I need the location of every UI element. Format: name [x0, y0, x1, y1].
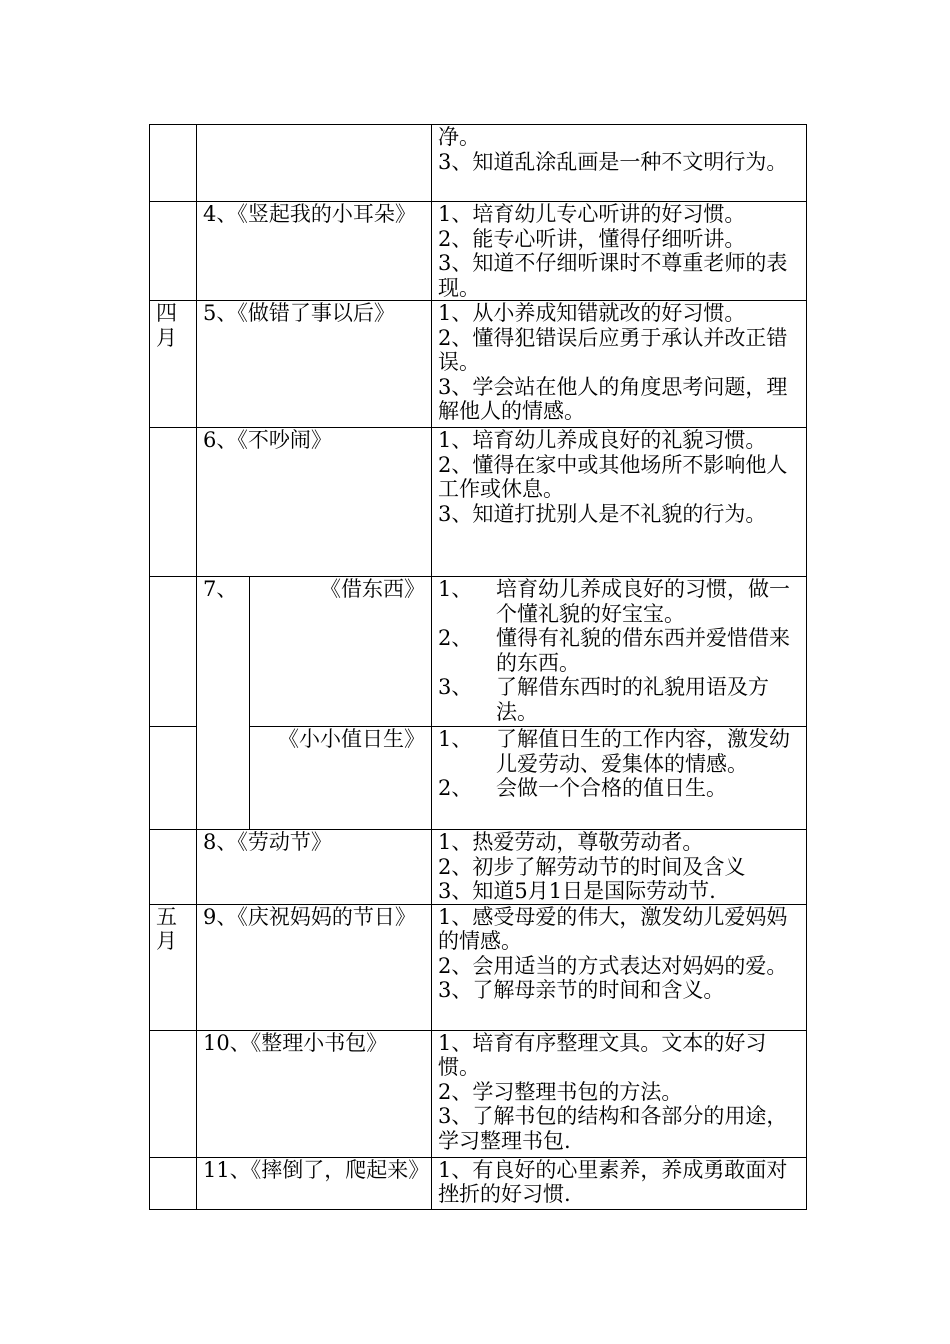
table-row: [150, 830, 807, 905]
month-cell: [150, 830, 197, 905]
goal-line: 1、 了解值日生的工作内容，激发幼儿爱劳动、爱集体的情感。: [438, 727, 790, 776]
goal-line: 1、培育有序整理文具。文本的好习惯。: [438, 1030, 767, 1079]
goal-line: 3、知道打扰别人是不礼貌的行为。: [438, 501, 767, 526]
goal-line: 3、知道不仔细听课时不尊重老师的表现。: [438, 251, 788, 300]
goal-line: 2、学习整理书包的方法。: [438, 1079, 683, 1104]
goals-cell: [432, 577, 807, 727]
topic-cell: 4、《竖起我的小耳朵》: [197, 202, 432, 301]
topic-number-cell: 7、: [197, 577, 250, 830]
goal-line: 3、知道5月1日是国际劳动节.: [438, 879, 716, 903]
goal-line: 2、 会做一个合格的值日生。: [438, 776, 727, 800]
month-cell: [150, 1157, 197, 1209]
subtopic-cell: 《小小值日生》: [250, 727, 432, 830]
topic-cell: [197, 125, 432, 202]
goal-line: 2、初步了解劳动节的时间及含义: [438, 854, 746, 879]
subtopic-cell: 《借东西》: [250, 577, 432, 727]
goals-cell: [432, 1030, 807, 1157]
month-cell: [150, 904, 197, 1030]
table-row: [150, 904, 807, 1030]
goal-line: 1、培育幼儿养成良好的礼貌习惯。: [438, 428, 767, 452]
goal-line: 净。: [438, 125, 480, 149]
goals-cell: [432, 428, 807, 577]
goal-line: 2、 懂得有礼貌的借东西并爱惜借来的东西。: [438, 626, 790, 675]
goal-line: 2、能专心听讲，懂得仔细听讲。: [438, 226, 746, 251]
goal-line: 2、懂得在家中或其他场所不影响他人工作或休息。: [438, 452, 788, 501]
goal-line: 1、培育幼儿专心听讲的好习惯。: [438, 202, 746, 226]
topic-cell: 6、《不吵闹》: [197, 428, 432, 577]
goal-line: 2、会用适当的方式表达对妈妈的爱。: [438, 953, 788, 978]
table-row: [150, 1157, 807, 1209]
month-cell: [150, 727, 197, 830]
month-cell: [150, 577, 197, 727]
activity-plan-table: [149, 124, 807, 1210]
table-row: [150, 202, 807, 301]
topic-cell: 5、《做错了事以后》: [197, 301, 432, 428]
goal-line: 2、懂得犯错误后应勇于承认并改正错误。: [438, 325, 788, 374]
goal-line: 1、有良好的心里素养，养成勇敢面对挫折的好习惯.: [438, 1157, 788, 1206]
table-row: [150, 125, 807, 202]
table-row: [150, 1030, 807, 1157]
goals-cell: [432, 830, 807, 905]
goal-line: 1、 培育幼儿养成良好的习惯，做一个懂礼貌的好宝宝。: [438, 577, 790, 626]
goal-line: 3、 了解借东西时的礼貌用语及方法。: [438, 675, 769, 724]
goals-cell: [432, 727, 807, 830]
goal-line: 1、感受母爱的伟大，激发幼儿爱妈妈的情感。: [438, 904, 788, 953]
goal-line: 3、了解母亲节的时间和含义。: [438, 978, 725, 1002]
goal-line: 3、知道乱涂乱画是一种不文明行为。: [438, 149, 788, 174]
topic-cell: 10、《整理小书包》: [197, 1030, 432, 1157]
goals-cell: [432, 904, 807, 1030]
table-row: [150, 428, 807, 577]
month-cell: [150, 1030, 197, 1157]
month-label: 五月: [156, 904, 177, 953]
month-label: 四月: [156, 301, 177, 350]
goal-line: 1、热爱劳动，尊敬劳动者。: [438, 830, 704, 854]
goals-cell: [432, 125, 807, 202]
goals-cell: [432, 202, 807, 301]
goals-cell: [432, 301, 807, 428]
table-row: [150, 301, 807, 428]
goal-line: 1、从小养成知错就改的好习惯。: [438, 301, 746, 325]
topic-cell: 11、《摔倒了，爬起来》: [197, 1157, 432, 1209]
month-cell: [150, 428, 197, 577]
table-row: [150, 577, 807, 727]
goal-line: 3、学会站在他人的角度思考问题，理解他人的情感。: [438, 374, 788, 423]
goal-line: 3、了解书包的结构和各部分的用途，学习整理书包.: [438, 1104, 788, 1153]
topic-cell: 8、《劳动节》: [197, 830, 432, 905]
month-cell: [150, 202, 197, 301]
month-cell: [150, 125, 197, 202]
goals-cell: [432, 1157, 807, 1209]
month-cell: [150, 301, 197, 428]
topic-cell: 9、《庆祝妈妈的节日》: [197, 904, 432, 1030]
